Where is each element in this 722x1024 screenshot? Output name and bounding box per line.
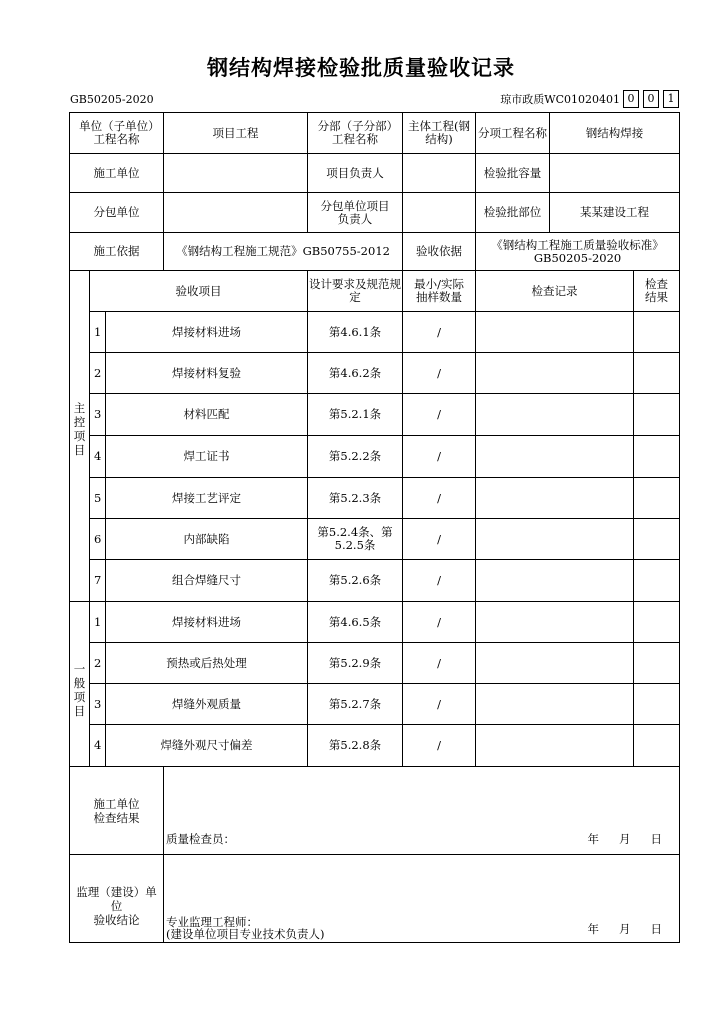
row-no: 1 <box>90 312 106 353</box>
row-item: 焊接材料进场 <box>106 312 308 353</box>
construction-year: 年 <box>587 831 600 846</box>
row-sample[interactable]: / <box>403 436 476 478</box>
row-sample[interactable]: / <box>403 725 476 767</box>
main_group-row <box>70 394 680 436</box>
row-item: 焊接材料进场 <box>106 602 308 643</box>
subitem-label: 分项工程名称 <box>476 113 550 154</box>
general_group-row <box>70 602 680 643</box>
main-group-label <box>70 271 90 602</box>
row-item: 内部缺陷 <box>106 519 308 560</box>
row-clause: 第5.2.9条 <box>308 643 403 684</box>
pm-label: 项目负责人 <box>308 154 403 193</box>
general_group-row <box>70 684 680 725</box>
row-result[interactable] <box>634 725 680 767</box>
construction-check-row <box>70 767 680 855</box>
supervision-check-title-1: 监理（建设）单位 <box>76 885 157 913</box>
row-no: 5 <box>90 478 106 519</box>
construction-day: 日 <box>650 831 663 846</box>
row-sample[interactable]: / <box>403 353 476 394</box>
capacity-label: 检验批容量 <box>476 154 550 193</box>
unit-label: 单位（子单位）工程名称 <box>70 113 164 154</box>
row-result[interactable] <box>634 394 680 436</box>
row-no: 3 <box>90 684 106 725</box>
supervision-month: 月 <box>619 921 631 936</box>
row-sample[interactable]: / <box>403 602 476 643</box>
main_group-row <box>70 478 680 519</box>
subitem-value[interactable]: 钢结构焊接 <box>550 113 680 154</box>
row-no: 4 <box>90 436 106 478</box>
supervision-check-title-2: 验收结论 <box>93 913 140 927</box>
general-group-char: 目 <box>73 704 86 718</box>
unit-value[interactable]: 项目工程 <box>164 113 308 154</box>
basis-value[interactable]: 《钢结构工程施工规范》GB50755-2012 <box>164 233 403 271</box>
division-value[interactable]: 主体工程(钢结构) <box>403 113 476 154</box>
col-record: 检查记录 <box>476 271 634 312</box>
basis-label: 施工依据 <box>70 233 164 271</box>
construction-value[interactable] <box>164 154 308 193</box>
supervision-signer-2: (建设单位项目专业技术负责人) <box>166 926 325 941</box>
pm-value[interactable] <box>403 154 476 193</box>
code-box-3: 1 <box>663 90 679 108</box>
general_group-row <box>70 643 680 684</box>
main-group-char: 主 <box>73 401 86 415</box>
standard-code: GB50205-2020 <box>70 93 154 106</box>
page-title: 钢结构焊接检验批质量验收记录 <box>207 55 515 80</box>
construction-check-title <box>70 767 164 855</box>
row-clause: 第5.2.8条 <box>308 725 403 767</box>
row-item: 焊接工艺评定 <box>106 478 308 519</box>
row-clause: 第5.2.1条 <box>308 394 403 436</box>
supervision-signer <box>166 916 324 940</box>
row-result[interactable] <box>634 478 680 519</box>
row-item: 焊工证书 <box>106 436 308 478</box>
construction-signer-label: 质量检查员： <box>166 831 236 846</box>
row-no: 4 <box>90 725 106 767</box>
main-group-char: 控 <box>73 415 86 429</box>
row-clause: 第4.6.5条 <box>308 602 403 643</box>
row-record[interactable] <box>476 684 634 725</box>
row-item: 焊接材料复验 <box>106 353 308 394</box>
row-item: 预热或后热处理 <box>106 643 308 684</box>
supervision-day: 日 <box>650 921 663 936</box>
main_group-row <box>70 560 680 602</box>
column-header-row <box>70 271 680 312</box>
general-group-char: 般 <box>73 676 86 690</box>
row-record[interactable] <box>476 602 634 643</box>
row-item: 焊缝外观质量 <box>106 684 308 725</box>
construction-check-title-1: 施工单位 <box>93 797 140 811</box>
row-item: 组合焊缝尺寸 <box>106 560 308 602</box>
form-code <box>500 90 679 108</box>
row-result[interactable] <box>634 312 680 353</box>
row-clause: 第5.2.3条 <box>308 478 403 519</box>
row-no: 2 <box>90 643 106 684</box>
sub-label: 分包单位 <box>70 193 164 233</box>
row-sample[interactable]: / <box>403 643 476 684</box>
row-result[interactable] <box>634 560 680 602</box>
row-record[interactable] <box>476 394 634 436</box>
location-label: 检验批部位 <box>476 193 550 233</box>
row-clause: 第5.2.6条 <box>308 560 403 602</box>
col-design: 设计要求及规范规定 <box>308 271 403 312</box>
row-result[interactable] <box>634 684 680 725</box>
row-record[interactable] <box>476 312 634 353</box>
row-record[interactable] <box>476 353 634 394</box>
row-clause: 第4.6.2条 <box>308 353 403 394</box>
row-record[interactable] <box>476 725 634 767</box>
row-clause: 第5.2.4条、第5.2.5条 <box>308 519 403 560</box>
row-no: 3 <box>90 394 106 436</box>
col-result-line-1: 检查 <box>645 277 669 291</box>
row-item: 焊缝外观尺寸偏差 <box>106 725 308 767</box>
row-sample[interactable]: / <box>403 684 476 725</box>
row-result[interactable] <box>634 602 680 643</box>
supervision-signer-1: 专业监理工程师： <box>166 914 259 929</box>
row-no: 6 <box>90 519 106 560</box>
row-record[interactable] <box>476 436 634 478</box>
main-group-char: 目 <box>73 443 86 457</box>
row-sample[interactable]: / <box>403 560 476 602</box>
row-clause: 第5.2.7条 <box>308 684 403 725</box>
row-sample[interactable]: / <box>403 312 476 353</box>
col-sample-line-1: 最小/实际 <box>414 277 464 291</box>
inspection-table <box>69 112 680 943</box>
supervision-check-title <box>70 855 164 943</box>
construction-check-body[interactable] <box>164 767 680 855</box>
col-sample-line-2: 抽样数量 <box>416 290 463 304</box>
row-clause: 第5.2.2条 <box>308 436 403 478</box>
col-result <box>634 271 680 312</box>
row-no: 2 <box>90 353 106 394</box>
construction-date <box>588 833 663 846</box>
sub-pm-label: 分包单位项目负责人 <box>308 193 403 233</box>
row-result[interactable] <box>634 519 680 560</box>
supervision-year: 年 <box>587 921 600 936</box>
construction-month: 月 <box>619 831 631 846</box>
construction-check-title-2: 检查结果 <box>93 811 140 825</box>
main_group-row <box>70 353 680 394</box>
location-value[interactable]: 某某建设工程 <box>550 193 680 233</box>
header-row-construction <box>70 154 680 193</box>
code-box-1: 0 <box>623 90 639 108</box>
sub-value[interactable] <box>164 193 308 233</box>
header-row-unit <box>70 113 680 154</box>
row-sample[interactable]: / <box>403 519 476 560</box>
col-result-line-2: 结果 <box>645 290 669 304</box>
row-record[interactable] <box>476 643 634 684</box>
main-group-char: 项 <box>73 429 86 443</box>
general_group-row <box>70 725 680 767</box>
row-result[interactable] <box>634 436 680 478</box>
row-result[interactable] <box>634 353 680 394</box>
capacity-value[interactable] <box>550 154 680 193</box>
acceptance-value-line-2: GB50205-2020 <box>533 250 622 265</box>
row-sample[interactable]: / <box>403 394 476 436</box>
row-sample[interactable]: / <box>403 478 476 519</box>
row-record[interactable] <box>476 560 634 602</box>
supervision-check-body[interactable] <box>164 855 680 943</box>
general-group-char: 项 <box>73 690 86 704</box>
acceptance-label: 验收依据 <box>403 233 476 271</box>
row-item: 材料匹配 <box>106 394 308 436</box>
code-box-2: 0 <box>643 90 659 108</box>
sub-pm-value[interactable] <box>403 193 476 233</box>
row-no: 7 <box>90 560 106 602</box>
general-group-char: 一 <box>73 662 86 676</box>
general-group-label <box>70 602 90 767</box>
row-clause: 第4.6.1条 <box>308 312 403 353</box>
row-record[interactable] <box>476 478 634 519</box>
main_group-row <box>70 436 680 478</box>
form-code-prefix: 琼市政质WC01020401 <box>500 93 620 106</box>
col-sample <box>403 271 476 312</box>
main_group-row <box>70 519 680 560</box>
row-no: 1 <box>90 602 106 643</box>
col-item: 验收项目 <box>90 271 308 312</box>
row-result[interactable] <box>634 643 680 684</box>
header-row-basis <box>70 233 680 271</box>
header-row-subcontract <box>70 193 680 233</box>
acceptance-value-line-1: 《钢结构工程施工质量验收标准》 <box>491 237 664 252</box>
supervision-date <box>588 923 663 936</box>
supervision-check-row <box>70 855 680 943</box>
main_group-row <box>70 312 680 353</box>
acceptance-value[interactable] <box>476 233 680 271</box>
row-record[interactable] <box>476 519 634 560</box>
division-label: 分部（子分部）工程名称 <box>308 113 403 154</box>
construction-label: 施工单位 <box>70 154 164 193</box>
